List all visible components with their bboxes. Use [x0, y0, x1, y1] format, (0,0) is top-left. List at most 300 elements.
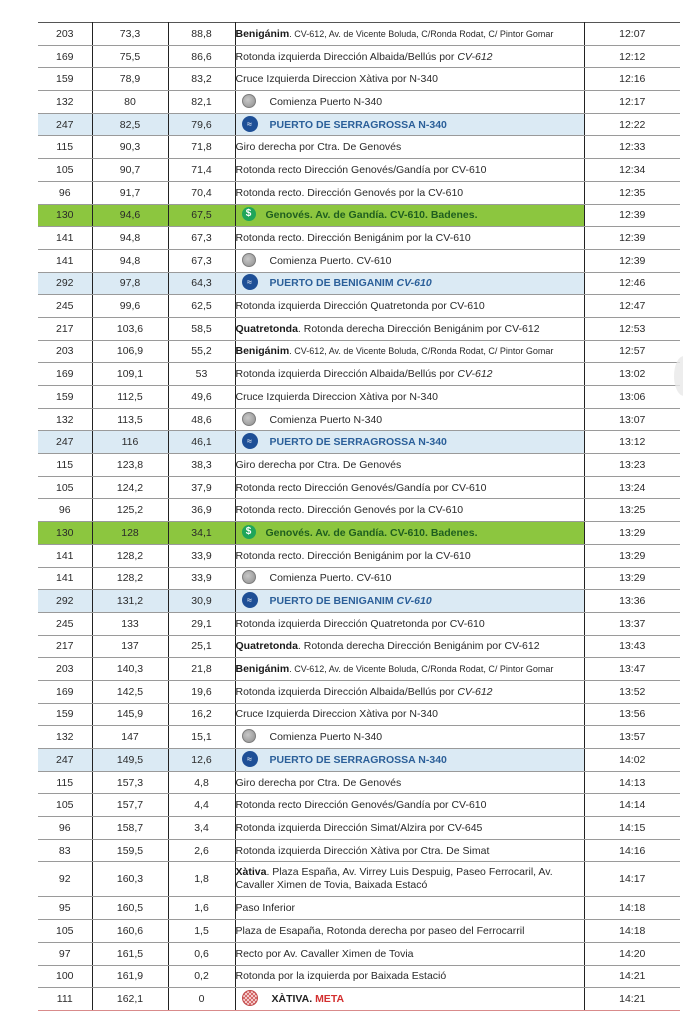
km-remaining-cell: 4,4	[168, 794, 235, 817]
time-cell: 13:52	[584, 680, 680, 703]
time-cell: 13:02	[584, 363, 680, 386]
time-cell: 12:39	[584, 249, 680, 272]
time-cell: 13:07	[584, 408, 680, 431]
mountain-climb-icon: ≈	[242, 274, 258, 290]
time-cell: 14:13	[584, 771, 680, 794]
table-row	[38, 703, 680, 726]
description-text: Rotonda recto. Dirección Genovés por la CV-610	[235, 186, 464, 199]
description-cell	[235, 499, 584, 522]
table-row	[38, 249, 680, 272]
km-cell: 123,8	[92, 454, 168, 477]
table-row	[38, 771, 680, 794]
description-text: . CV-612, Av. de Vicente Boluda, C/Ronda Rodat, C/ Pintor Gomar	[289, 664, 554, 675]
km-remaining-cell: 64,3	[168, 272, 235, 295]
altitude-cell: 97	[38, 942, 92, 965]
description-text: . CV-612, Av. de Vicente Boluda, C/Ronda Rodat, C/ Pintor Gomar	[289, 28, 554, 39]
table-row	[38, 227, 680, 250]
km-remaining-cell: 79,6	[168, 113, 235, 136]
finish-town: XÀTIVA.	[271, 992, 316, 1005]
km-cell: 128	[92, 522, 168, 545]
km-cell: 133	[92, 612, 168, 635]
table-row	[38, 658, 680, 681]
description-text: Rotonda recto Dirección Genovés/Gandía por CV-610	[235, 799, 487, 812]
time-cell: 14:16	[584, 839, 680, 862]
table-row	[38, 794, 680, 817]
km-cell: 113,5	[92, 408, 168, 431]
km-cell: 145,9	[92, 703, 168, 726]
description-cell	[235, 45, 584, 68]
altitude-cell: 169	[38, 680, 92, 703]
description-cell	[235, 476, 584, 499]
altitude-cell: 169	[38, 363, 92, 386]
km-remaining-cell: 55,2	[168, 340, 235, 363]
finish-flag-icon	[242, 990, 258, 1006]
km-cell: 103,6	[92, 317, 168, 340]
description-cell	[235, 794, 584, 817]
description-cell	[235, 590, 584, 613]
description-cell	[235, 363, 584, 386]
km-remaining-cell: 86,6	[168, 45, 235, 68]
altitude-cell: 132	[38, 408, 92, 431]
road-name: CV-612	[457, 50, 493, 63]
km-cell: 75,5	[92, 45, 168, 68]
road-name: CV-610	[396, 594, 432, 607]
sprint-location: Genovés. Av. de Gandía. CV-610. Badenes.	[265, 209, 478, 222]
description-cell	[235, 703, 584, 726]
altitude-cell: 130	[38, 204, 92, 227]
km-cell: 91,7	[92, 181, 168, 204]
km-remaining-cell: 71,4	[168, 159, 235, 182]
time-cell: 13:43	[584, 635, 680, 658]
table-row	[38, 897, 680, 920]
km-cell: 116	[92, 431, 168, 454]
km-remaining-cell: 30,9	[168, 590, 235, 613]
time-cell: 14:15	[584, 817, 680, 840]
km-cell: 106,9	[92, 340, 168, 363]
description-cell	[235, 454, 584, 477]
time-cell: 12:39	[584, 227, 680, 250]
time-cell: 14:14	[584, 794, 680, 817]
km-cell: 94,8	[92, 249, 168, 272]
km-cell: 158,7	[92, 817, 168, 840]
km-remaining-cell: 1,8	[168, 862, 235, 897]
description-text: Paso Inferior	[235, 902, 296, 915]
time-cell: 12:07	[584, 23, 680, 46]
description-text: Plaza de Esapaña, Rotonda derecha por paseo del Ferrocarril	[235, 924, 525, 937]
km-cell: 140,3	[92, 658, 168, 681]
description-text: Giro derecha por Ctra. De Genovés	[235, 776, 402, 789]
km-cell: 97,8	[92, 272, 168, 295]
km-remaining-cell: 1,6	[168, 897, 235, 920]
description-cell	[235, 317, 584, 340]
km-cell: 94,8	[92, 227, 168, 250]
description-text: Rotonda izquierda Dirección Albaida/Bellús por	[235, 685, 458, 698]
km-cell: 128,2	[92, 567, 168, 590]
table-row	[38, 942, 680, 965]
climb-name: PUERTO DE SERRAGROSSA N-340	[269, 118, 447, 131]
km-cell: 73,3	[92, 23, 168, 46]
table-row	[38, 862, 680, 897]
table-row	[38, 136, 680, 159]
km-cell: 157,3	[92, 771, 168, 794]
climb-name: PUERTO DE BENIGANIM	[269, 277, 397, 290]
climb-name: PUERTO DE SERRAGROSSA N-340	[269, 753, 447, 766]
altitude-cell: 203	[38, 340, 92, 363]
altitude-cell: 111	[38, 988, 92, 1011]
climb-start-icon	[242, 729, 256, 743]
table-row	[38, 920, 680, 943]
km-cell: 160,5	[92, 897, 168, 920]
description-text: Rotonda recto. Dirección Benigánim por la CV-610	[235, 232, 471, 245]
table-row	[38, 817, 680, 840]
description-text: . Rotonda derecha Dirección Benigánim por CV-612	[297, 322, 540, 335]
time-cell: 13:37	[584, 612, 680, 635]
description-text: Cruce Izquierda Direccion Xàtiva por N-340	[235, 708, 439, 721]
description-cell	[235, 431, 584, 454]
altitude-cell: 130	[38, 522, 92, 545]
altitude-cell: 247	[38, 431, 92, 454]
km-cell: 149,5	[92, 749, 168, 772]
altitude-cell: 141	[38, 227, 92, 250]
table-row	[38, 340, 680, 363]
route-table-body	[38, 23, 680, 1011]
km-remaining-cell: 0,2	[168, 965, 235, 988]
sprint-icon: $	[242, 207, 256, 221]
km-remaining-cell: 0	[168, 988, 235, 1011]
route-itinerary-table	[38, 22, 680, 1011]
table-row	[38, 408, 680, 431]
time-cell: 14:21	[584, 988, 680, 1011]
description-cell	[235, 91, 584, 114]
climb-start-icon	[242, 94, 256, 108]
km-remaining-cell: 88,8	[168, 23, 235, 46]
climb-name: PUERTO DE BENIGANIM	[269, 594, 397, 607]
km-remaining-cell: 83,2	[168, 68, 235, 91]
time-cell: 12:35	[584, 181, 680, 204]
climb-start-icon	[242, 412, 256, 426]
time-cell: 13:29	[584, 544, 680, 567]
altitude-cell: 132	[38, 726, 92, 749]
altitude-cell: 217	[38, 635, 92, 658]
description-cell	[235, 749, 584, 772]
description-cell	[235, 817, 584, 840]
km-remaining-cell: 33,9	[168, 567, 235, 590]
description-text: Comienza Puerto. CV-610	[269, 254, 392, 267]
table-row	[38, 431, 680, 454]
km-cell: 94,6	[92, 204, 168, 227]
time-cell: 14:17	[584, 862, 680, 897]
description-cell	[235, 181, 584, 204]
altitude-cell: 96	[38, 817, 92, 840]
km-cell: 99,6	[92, 295, 168, 318]
table-row	[38, 749, 680, 772]
km-remaining-cell: 62,5	[168, 295, 235, 318]
description-text: Cruce Izquierda Direccion Xàtiva por N-340	[235, 73, 439, 86]
town-name: Benigánim	[235, 663, 290, 676]
altitude-cell: 115	[38, 771, 92, 794]
time-cell: 12:33	[584, 136, 680, 159]
finish-label: META	[315, 992, 345, 1005]
description-cell	[235, 658, 584, 681]
town-name: Benigánim	[235, 27, 290, 40]
km-remaining-cell: 46,1	[168, 431, 235, 454]
table-row	[38, 91, 680, 114]
table-row	[38, 317, 680, 340]
climb-name: PUERTO DE SERRAGROSSA N-340	[269, 436, 447, 448]
table-row	[38, 567, 680, 590]
description-text: . Rotonda derecha Dirección Benigánim por CV-612	[297, 640, 540, 653]
description-text: Giro derecha por Ctra. De Genovés	[235, 458, 402, 471]
description-cell	[235, 136, 584, 159]
time-cell: 13:57	[584, 726, 680, 749]
table-row	[38, 839, 680, 862]
altitude-cell: 245	[38, 295, 92, 318]
altitude-cell: 159	[38, 703, 92, 726]
mountain-climb-icon: ≈	[242, 592, 258, 608]
km-remaining-cell: 3,4	[168, 817, 235, 840]
table-row	[38, 544, 680, 567]
sprint-icon: $	[242, 525, 256, 539]
km-remaining-cell: 12,6	[168, 749, 235, 772]
description-text: Comienza Puerto N-340	[269, 413, 383, 426]
time-cell: 12:22	[584, 113, 680, 136]
road-name: CV-612	[457, 685, 493, 698]
description-cell	[235, 159, 584, 182]
description-text: Rotonda recto Dirección Genovés/Gandía por CV-610	[235, 481, 487, 494]
table-row	[38, 726, 680, 749]
altitude-cell: 292	[38, 590, 92, 613]
km-cell: 112,5	[92, 386, 168, 409]
mountain-climb-icon: ≈	[242, 433, 258, 449]
description-text: . Plaza España, Av. Virrey Luis Despuig, Paseo Ferrocaril, Av. Cavaller Ximen de Tovia, Baixada Estacó	[235, 866, 553, 892]
time-cell: 14:20	[584, 942, 680, 965]
table-row	[38, 522, 680, 545]
time-cell: 12:34	[584, 159, 680, 182]
altitude-cell: 96	[38, 181, 92, 204]
description-text: Rotonda izquierda Dirección Albaida/Bellús por	[235, 50, 458, 63]
km-cell: 157,7	[92, 794, 168, 817]
km-cell: 162,1	[92, 988, 168, 1011]
time-cell: 14:21	[584, 965, 680, 988]
description-cell	[235, 227, 584, 250]
km-remaining-cell: 4,8	[168, 771, 235, 794]
altitude-cell: 203	[38, 658, 92, 681]
table-row	[38, 23, 680, 46]
time-cell: 14:18	[584, 897, 680, 920]
description-cell	[235, 386, 584, 409]
description-cell	[235, 726, 584, 749]
description-text: Comienza Puerto N-340	[269, 95, 383, 108]
km-remaining-cell: 36,9	[168, 499, 235, 522]
time-cell: 13:24	[584, 476, 680, 499]
time-cell: 14:02	[584, 749, 680, 772]
time-cell: 13:56	[584, 703, 680, 726]
km-cell: 80	[92, 91, 168, 114]
km-cell: 90,7	[92, 159, 168, 182]
altitude-cell: 100	[38, 965, 92, 988]
town-name: Quatretonda	[235, 640, 298, 653]
km-remaining-cell: 37,9	[168, 476, 235, 499]
altitude-cell: 132	[38, 91, 92, 114]
time-cell: 13:36	[584, 590, 680, 613]
description-cell	[235, 988, 584, 1011]
table-row	[38, 363, 680, 386]
altitude-cell: 217	[38, 317, 92, 340]
time-cell: 13:47	[584, 658, 680, 681]
table-row	[38, 181, 680, 204]
km-remaining-cell: 16,2	[168, 703, 235, 726]
altitude-cell: 169	[38, 45, 92, 68]
altitude-cell: 95	[38, 897, 92, 920]
table-row	[38, 680, 680, 703]
description-text: Cruce Izquierda Direccion Xàtiva por N-340	[235, 390, 439, 403]
mountain-climb-icon: ≈	[242, 116, 258, 132]
description-text: Rotonda izquierda Dirección Simat/Alzira por CV-645	[235, 821, 483, 834]
km-remaining-cell: 53	[168, 363, 235, 386]
table-row	[38, 295, 680, 318]
km-remaining-cell: 70,4	[168, 181, 235, 204]
time-cell: 12:53	[584, 317, 680, 340]
altitude-cell: 141	[38, 544, 92, 567]
altitude-cell: 105	[38, 476, 92, 499]
altitude-cell: 141	[38, 249, 92, 272]
town-name: Benigánim	[235, 345, 290, 358]
km-remaining-cell: 67,3	[168, 227, 235, 250]
description-cell	[235, 897, 584, 920]
altitude-cell: 83	[38, 839, 92, 862]
time-cell: 12:17	[584, 91, 680, 114]
description-text: Rotonda izquierda Dirección Quatretonda por CV-610	[235, 300, 485, 313]
table-row	[38, 635, 680, 658]
km-cell: 131,2	[92, 590, 168, 613]
description-text: Rotonda recto. Dirección Genovés por la CV-610	[235, 504, 464, 517]
altitude-cell: 92	[38, 862, 92, 897]
time-cell: 13:06	[584, 386, 680, 409]
km-cell: 128,2	[92, 544, 168, 567]
km-cell: 159,5	[92, 839, 168, 862]
km-cell: 82,5	[92, 113, 168, 136]
description-text: Comienza Puerto. CV-610	[269, 572, 392, 585]
km-cell: 109,1	[92, 363, 168, 386]
description-text: Rotonda izquierda Dirección Albaida/Bellús por	[235, 368, 458, 381]
km-remaining-cell: 21,8	[168, 658, 235, 681]
altitude-cell: 105	[38, 159, 92, 182]
table-row	[38, 113, 680, 136]
altitude-cell: 159	[38, 386, 92, 409]
km-remaining-cell: 82,1	[168, 91, 235, 114]
road-name: CV-612	[457, 368, 493, 381]
time-cell: 12:46	[584, 272, 680, 295]
description-cell	[235, 942, 584, 965]
km-cell: 137	[92, 635, 168, 658]
description-cell	[235, 544, 584, 567]
km-cell: 78,9	[92, 68, 168, 91]
table-row	[38, 45, 680, 68]
km-remaining-cell: 25,1	[168, 635, 235, 658]
km-remaining-cell: 71,8	[168, 136, 235, 159]
description-text: . CV-612, Av. de Vicente Boluda, C/Ronda Rodat, C/ Pintor Gomar	[289, 346, 554, 357]
altitude-cell: 115	[38, 136, 92, 159]
description-cell	[235, 839, 584, 862]
time-cell: 13:23	[584, 454, 680, 477]
altitude-cell: 247	[38, 113, 92, 136]
table-row	[38, 272, 680, 295]
description-cell	[235, 204, 584, 227]
table-row	[38, 499, 680, 522]
time-cell: 12:47	[584, 295, 680, 318]
table-row	[38, 386, 680, 409]
km-cell: 161,5	[92, 942, 168, 965]
climb-start-icon	[242, 253, 256, 267]
table-row	[38, 476, 680, 499]
altitude-cell: 203	[38, 23, 92, 46]
time-cell: 12:12	[584, 45, 680, 68]
time-cell: 14:18	[584, 920, 680, 943]
time-cell: 13:12	[584, 431, 680, 454]
km-remaining-cell: 19,6	[168, 680, 235, 703]
road-name: CV-610	[396, 277, 432, 290]
km-remaining-cell: 29,1	[168, 612, 235, 635]
description-cell	[235, 862, 584, 897]
km-cell: 160,6	[92, 920, 168, 943]
altitude-cell: 292	[38, 272, 92, 295]
table-row	[38, 965, 680, 988]
km-cell: 142,5	[92, 680, 168, 703]
km-cell: 90,3	[92, 136, 168, 159]
description-cell	[235, 965, 584, 988]
km-cell: 160,3	[92, 862, 168, 897]
description-cell	[235, 612, 584, 635]
description-text: Giro derecha por Ctra. De Genovés	[235, 141, 402, 154]
time-cell: 12:39	[584, 204, 680, 227]
km-remaining-cell: 33,9	[168, 544, 235, 567]
description-text: Comienza Puerto N-340	[269, 730, 383, 743]
description-cell	[235, 567, 584, 590]
km-remaining-cell: 49,6	[168, 386, 235, 409]
sprint-location: Genovés. Av. de Gandía. CV-610. Badenes.	[265, 526, 478, 539]
km-remaining-cell: 58,5	[168, 317, 235, 340]
mountain-climb-icon: ≈	[242, 751, 258, 767]
km-remaining-cell: 67,5	[168, 204, 235, 227]
km-remaining-cell: 34,1	[168, 522, 235, 545]
description-text: Rotonda izquierda Dirección Quatretonda por CV-610	[235, 617, 485, 630]
altitude-cell: 247	[38, 749, 92, 772]
table-row	[38, 612, 680, 635]
table-row	[38, 590, 680, 613]
altitude-cell: 141	[38, 567, 92, 590]
time-cell: 13:25	[584, 499, 680, 522]
time-cell: 12:57	[584, 340, 680, 363]
altitude-cell: 105	[38, 920, 92, 943]
table-row	[38, 68, 680, 91]
altitude-cell: 96	[38, 499, 92, 522]
description-text: Recto por Av. Cavaller Ximen de Tovia	[235, 947, 414, 960]
km-cell: 125,2	[92, 499, 168, 522]
description-cell	[235, 920, 584, 943]
km-remaining-cell: 48,6	[168, 408, 235, 431]
description-cell	[235, 680, 584, 703]
description-cell	[235, 771, 584, 794]
km-remaining-cell: 67,3	[168, 249, 235, 272]
description-cell	[235, 340, 584, 363]
description-cell	[235, 113, 584, 136]
altitude-cell: 115	[38, 454, 92, 477]
km-cell: 161,9	[92, 965, 168, 988]
climb-start-icon	[242, 570, 256, 584]
description-cell	[235, 522, 584, 545]
time-cell: 13:29	[584, 567, 680, 590]
km-cell: 124,2	[92, 476, 168, 499]
